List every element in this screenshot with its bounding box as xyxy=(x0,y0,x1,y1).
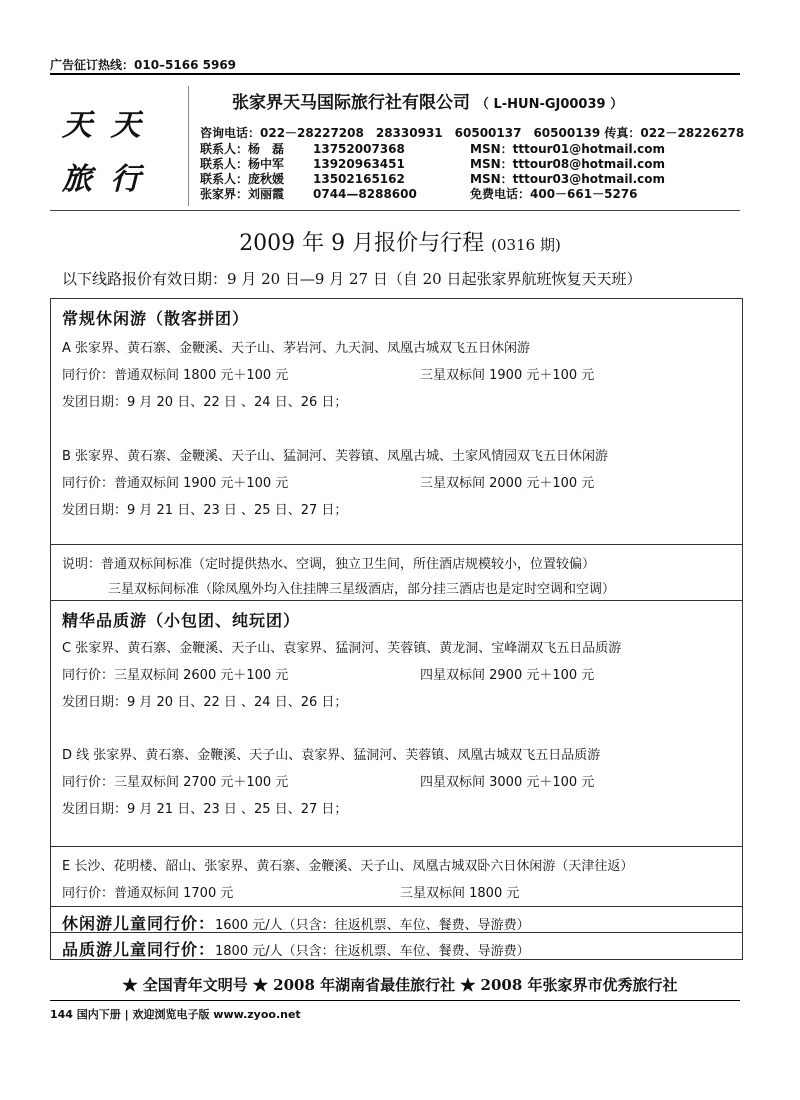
child-price-label: 休闲游儿童同行价： xyxy=(62,914,216,933)
brand-line-1: 天 天 xyxy=(62,108,145,143)
route-c-dates: 发团日期：9 月 20 日、22 日 、24 日、26 日； xyxy=(62,695,348,710)
route-e-price-standard: 同行价：普通双标间 1700 元 xyxy=(62,886,234,901)
contact-msn: MSN：tttour03@hotmail.com xyxy=(470,172,666,186)
footer-divider xyxy=(50,1000,740,1001)
contact-name: 联系人：庞秋媛 xyxy=(200,172,285,186)
divider xyxy=(50,846,743,847)
contact-msn: 免费电话：400－661－5276 xyxy=(470,187,638,201)
company-title: 张家界天马国际旅行社有限公司 xyxy=(232,93,470,113)
contact-phone: 13920963451 xyxy=(313,157,405,171)
route-a-price-standard: 同行价：普通双标间 1800 元＋100 元 xyxy=(62,368,289,383)
contact-msn: MSN：tttour08@hotmail.com xyxy=(470,157,666,171)
route-d-price-four-star: 四星双标间 3000 元＋100 元 xyxy=(420,775,595,790)
contact-phone-fax: 咨询电话：022－28227208 28330931 60500137 60500139 传真：022－28226278 xyxy=(200,126,745,140)
contact-row xyxy=(200,172,740,187)
title-main: 2009 年 9 月报价与行程 xyxy=(239,231,485,256)
contact-msn: MSN：tttour01@hotmail.com xyxy=(470,142,666,156)
header-separator xyxy=(188,86,189,206)
contact-row xyxy=(200,142,740,157)
page-footer: 144 国内下册 | 欢迎浏览电子版 www.zyoo.net xyxy=(50,1008,301,1021)
divider xyxy=(50,906,743,907)
brand-line-2: 旅 行 xyxy=(62,162,145,197)
contact-name: 联系人：杨中军 xyxy=(200,157,285,171)
child-price-label: 品质游儿童同行价： xyxy=(62,940,216,959)
honors-line: ★ 全国青年文明号 ★ 2008 年湖南省最佳旅行社 ★ 2008 年张家界市优秀旅行社 xyxy=(122,976,678,994)
contact-name: 联系人：杨 磊 xyxy=(200,142,285,156)
contact-name: 张家界：刘丽霞 xyxy=(200,187,285,201)
divider xyxy=(50,600,743,601)
top-divider xyxy=(50,73,740,75)
contact-phone: 13502165162 xyxy=(313,172,405,186)
contact-row xyxy=(200,187,740,202)
child-price-leisure xyxy=(62,911,530,934)
child-price-value: 1800 元/人（只含：往返机票、车位、餐费、导游费） xyxy=(215,944,530,959)
route-b-name: B 张家界、黄石寨、金鞭溪、天子山、猛洞河、芙蓉镇、凤凰古城、土家风情园双飞五日休闲游 xyxy=(62,449,609,464)
route-d-dates: 发团日期：9 月 21 日、23 日 、25 日、27 日； xyxy=(62,802,348,817)
validity-note: 以下线路报价有效日期：9 月 20 日—9 月 27 日（自 20 日起张家界航班恢复天天班） xyxy=(62,270,642,288)
child-price-premium xyxy=(62,937,530,960)
page-title xyxy=(0,226,800,257)
divider xyxy=(50,544,743,545)
section-title-premium: 精华品质游（小包团、纯玩团） xyxy=(62,611,301,630)
title-period: (0316 期) xyxy=(491,236,561,254)
route-c-name: C 张家界、黄石寨、金鞭溪、天子山、袁家界、猛洞河、芙蓉镇、黄龙洞、宝峰湖双飞五日品质游 xyxy=(62,641,622,656)
section-title-regular: 常规休闲游（散客拼团） xyxy=(62,309,250,328)
company-license: （ L-HUN-GJ00039 ） xyxy=(475,97,624,112)
route-a-name: A 张家界、黄石寨、金鞭溪、天子山、茅岩河、九天洞、凤凰古城双飞五日休闲游 xyxy=(62,341,531,356)
route-d-price-three-star: 同行价：三星双标间 2700 元＋100 元 xyxy=(62,775,289,790)
route-c-price-four-star: 四星双标间 2900 元＋100 元 xyxy=(420,668,595,683)
route-a-dates: 发团日期：9 月 20 日、22 日 、24 日、26 日； xyxy=(62,395,348,410)
route-b-price-standard: 同行价：普通双标间 1900 元＋100 元 xyxy=(62,476,289,491)
header-divider xyxy=(50,210,740,211)
contact-phone: 13752007368 xyxy=(313,142,405,156)
route-e-price-three-star: 三星双标间 1800 元 xyxy=(400,886,520,901)
company-name xyxy=(232,88,623,113)
notes-standard-room: 说明：普通双标间标准（定时提供热水、空调，独立卫生间，所住酒店规模较小，位置较偏） xyxy=(62,557,596,572)
route-d-name: D 线 张家界、黄石寨、金鞭溪、天子山、袁家界、猛洞河、芙蓉镇、凤凰古城双飞五日品质游 xyxy=(62,748,601,763)
route-b-price-three-star: 三星双标间 2000 元＋100 元 xyxy=(420,476,595,491)
child-price-value: 1600 元/人（只含：往返机票、车位、餐费、导游费） xyxy=(215,918,530,933)
contact-phone: 0744—8288600 xyxy=(313,187,417,201)
route-a-price-three-star: 三星双标间 1900 元＋100 元 xyxy=(420,368,595,383)
route-b-dates: 发团日期：9 月 21 日、23 日 、25 日、27 日； xyxy=(62,503,348,518)
route-e-name: E 长沙、花明楼、韶山、张家界、黄石寨、金鞭溪、天子山、凤凰古城双卧六日休闲游（天津往返） xyxy=(62,859,634,874)
route-c-price-three-star: 同行价：三星双标间 2600 元＋100 元 xyxy=(62,668,289,683)
ad-hotline: 广告征订热线：010–5166 5969 xyxy=(50,58,237,72)
contact-row xyxy=(200,157,740,172)
notes-three-star-room: 三星双标间标准（除凤凰外均入住挂牌三星级酒店，部分挂三酒店也是定时空调和空调） xyxy=(108,582,616,597)
